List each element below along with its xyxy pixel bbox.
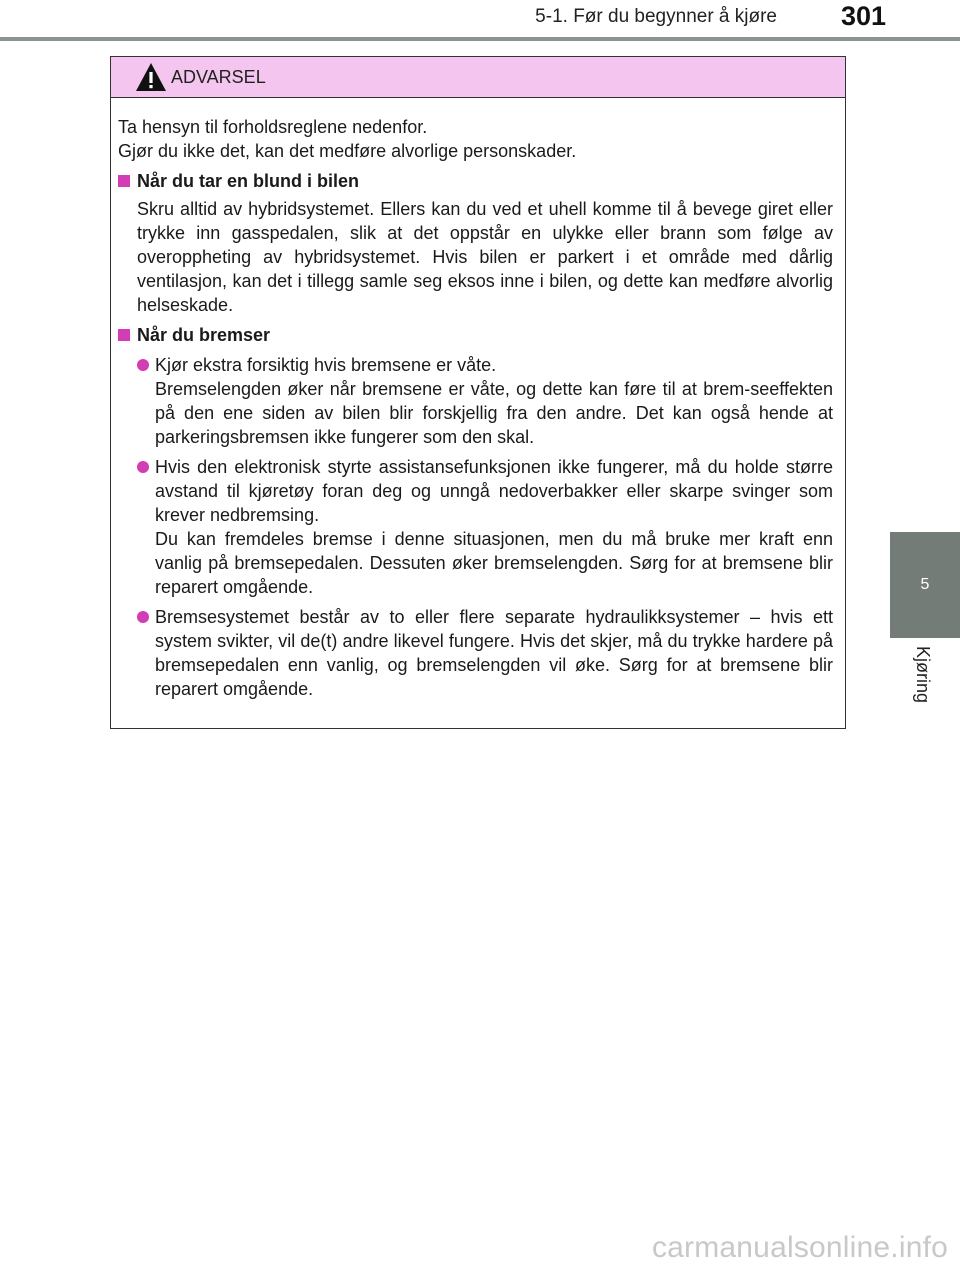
list-item [137, 353, 833, 449]
watermark: carmanualsonline.info [651, 1231, 948, 1264]
bullet-lead: Bremsesystemet består av to eller flere separate hydraulikksystemer – hvis ett system svikter, vil de(t) andre likevel fungere. Hvis det skjer, må du trykke hardere på bremsepedalen enn vanlig, og bremselengden vil øke. Sørg for at bremsene blir reparert omgående. [155, 607, 833, 699]
section-heading [118, 323, 840, 347]
section-braking [118, 323, 840, 701]
page-header [0, 0, 960, 42]
section-paragraph: Skru alltid av hybridsystemet. Ellers kan du ved et uhell komme til å bevege giret eller trykke inn gasspedalen, slik at det oppstår en ulykke eller brann som følge av overoppheting av hybridsystemet. Hvis bilen er parkert i et område med dårlig ventilasjon, kan det i tillegg samle seg eksos inne i bilen, og dette kan medføre alvorlig helseskade. [137, 199, 833, 315]
section-nap [118, 169, 840, 317]
square-bullet-icon [118, 329, 130, 341]
list-item [137, 455, 833, 599]
circle-bullet-icon [137, 461, 149, 473]
section-heading-text: Når du bremser [137, 325, 271, 345]
circle-bullet-icon [137, 359, 149, 371]
warning-title: ADVARSEL [171, 67, 266, 87]
intro-line: Gjør du ikke det, kan det medføre alvorlige personskader. [118, 141, 577, 161]
warning-intro [118, 115, 840, 163]
header-rule [0, 37, 960, 41]
square-bullet-icon [118, 175, 130, 187]
list-item [137, 605, 833, 701]
chapter-tab[interactable] [890, 532, 960, 638]
chapter-tab-number: 5 [920, 576, 930, 593]
chapter-section-title: 5-1. Før du begynner å kjøre [535, 6, 777, 27]
section-heading-text: Når du tar en blund i bilen [137, 171, 360, 191]
chapter-tab-label: Kjøring [913, 646, 933, 704]
bullet-text: Bremselengden øker når bremsene er våte, og dette kan føre til at brem-seeffekten på den ene siden av bilen blir forskjellig fra den andre. Det kan også hende at parkeringsbremsen ikke fungerer som den skal. [155, 379, 833, 447]
intro-line: Ta hensyn til forholdsreglene nedenfor. [118, 117, 428, 137]
bullet-lead: Hvis den elektronisk styrte assistansefunksjonen ikke fungerer, må du holde større avstand til kjøretøy foran deg og unngå nedoverbakker eller skarpe svinger som krever nedbremsing. [155, 457, 833, 525]
page-number: 301 [840, 1, 886, 31]
bullet-text: Du kan fremdeles bremse i denne situasjonen, men du må bruke mer kraft enn vanlig på bremsepedalen. Dessuten øker bremselengden. Sørg for at bremsene blir reparert omgående. [155, 529, 833, 597]
warning-triangle-icon [135, 62, 167, 92]
warning-header [111, 57, 845, 98]
section-heading [118, 169, 840, 193]
circle-bullet-icon [137, 611, 149, 623]
warning-body [118, 115, 840, 701]
bullet-lead: Kjør ekstra forsiktig hvis bremsene er våte. [155, 355, 497, 375]
warning-box [110, 56, 846, 729]
